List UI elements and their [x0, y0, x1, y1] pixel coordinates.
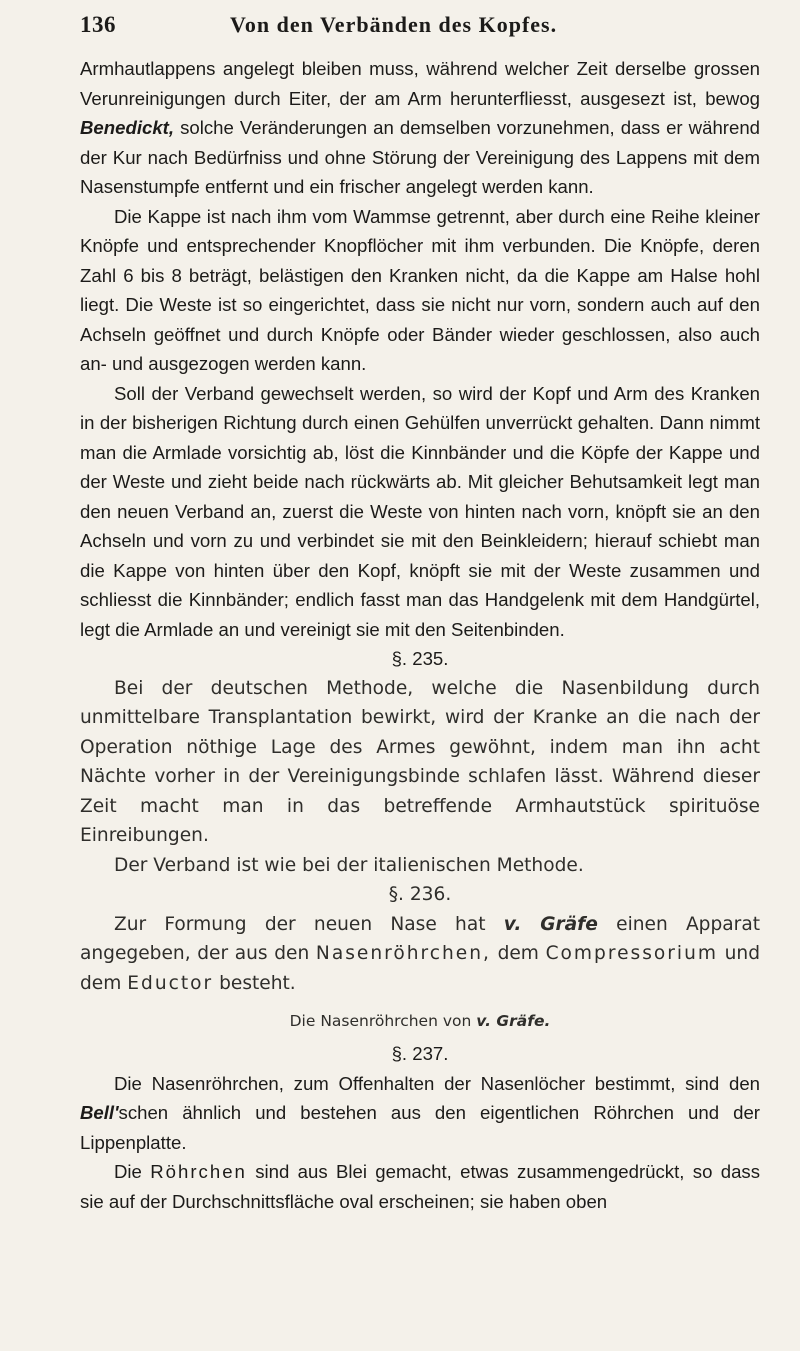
term: Compressorium: [545, 943, 718, 964]
person-name: Benedickt,: [80, 117, 175, 138]
figure-caption: Die Nasenröhrchen von v. Gräfe.: [289, 1012, 551, 1030]
section-heading: §. 235.: [391, 648, 449, 669]
paragraph-7: Die Nasenröhrchen, zum Offenhalten der Nasenlöcher bestimmt, sind den Bell'schen ähnlich und bestehen aus den eigentlichen Röhrchen und der Lippenplatte.: [80, 1072, 760, 1153]
running-head: Von den Verbänden des Kopfes.: [230, 12, 558, 37]
section-heading: §. 237.: [391, 1043, 449, 1064]
paragraph-4: Bei der deutschen Methode, welche die Nasenbildung durch unmittelbare Transplantation bewirkt, wird der Kranke an die nach der Operation nöthige Lage des Armes gewöhnt, indem man ihn acht Nächte vorher in der Vereinigungsbinde schlafen lässt. Während dieser Zeit macht man in das betreffende Armhautstück spirituöse Einreibungen.: [80, 677, 760, 846]
paragraph-2: Die Kappe ist nach ihm vom Wammse getrennt, aber durch eine Reihe kleiner Knöpfe und entsprechender Knopflöcher mit ihm verbunden. Die Knöpfe, deren Zahl 6 bis 8 beträgt, belästigen den Kranken nicht, da die Kappe am Halse hohl liegt. Die Weste ist so eingerichtet, dass sie nicht nur vorn, sondern auch auf den Achseln geöffnet und durch Knöpfe oder Bänder wieder geschlossen, also auch an- und ausgezogen werden kann.: [80, 205, 760, 374]
page-number: 136: [80, 12, 116, 37]
paragraph-3: Soll der Verband gewechselt werden, so wird der Kopf und Arm des Kranken in der bisherigen Richtung durch einen Gehülfen unverrückt gehalten. Dann nimmt man die Armlade vorsichtig ab, löst die Kinnbänder und die Köpfe der Kappe und der Weste und zieht beide nach rückwärts ab. Mit gleicher Behutsamkeit legt man den neuen Verband an, zuerst die Weste von hinten nach vorn, knöpft sie an den Achseln und vorn zu und verbindet sie mit den Beinkleidern; hierauf schiebt man die Kappe von hinten über den Kopf, knöpft sie mit der Weste zusammen und schliesst die Kinnbänder; endlich fasst man das Handgelenk mit dem Handgürtel, legt die Armlade an und vereinigt sie mit den Seitenbinden.: [80, 382, 760, 640]
section-heading: §. 236.: [388, 884, 452, 905]
person-name: Bell': [80, 1102, 119, 1123]
page-header: [80, 12, 760, 44]
paragraph-6: Zur Formung der neuen Nase hat v. Gräfe einen Apparat angegeben, der aus den Nasenröhrchen, dem Compressorium und dem Eductor besteht.: [80, 913, 761, 994]
paragraph-8: Die Röhrchen sind aus Blei gemacht, etwas zusammengedrückt, so dass sie auf der Durchschnittsfläche oval erscheinen; sie haben oben: [80, 1161, 761, 1212]
paragraph-1: Armhautlappens angelegt bleiben muss, während welcher Zeit derselbe grossen Verunreinigungen durch Eiter, der am Arm herunterfliesst, ausgesezt ist, bewog Benedickt, solche Veränderungen an demselben vorzunehmen, dass er während der Kur nach Bedürfniss und ohne Störung der Vereinigung des Lappens mit dem Nasenstumpfe entfernt und ein frischer angelegt werden kann.: [80, 58, 760, 197]
page-body: [80, 54, 760, 1216]
person-name: v. Gräfe: [503, 913, 598, 935]
term: Röhrchen: [150, 1161, 247, 1182]
paragraph-5: Der Verband ist wie bei der italienischen Methode.: [114, 854, 584, 876]
term: Eductor: [127, 972, 214, 994]
term: Nasenröhrchen,: [315, 943, 491, 964]
person-name: v. Gräfe.: [476, 1012, 551, 1030]
